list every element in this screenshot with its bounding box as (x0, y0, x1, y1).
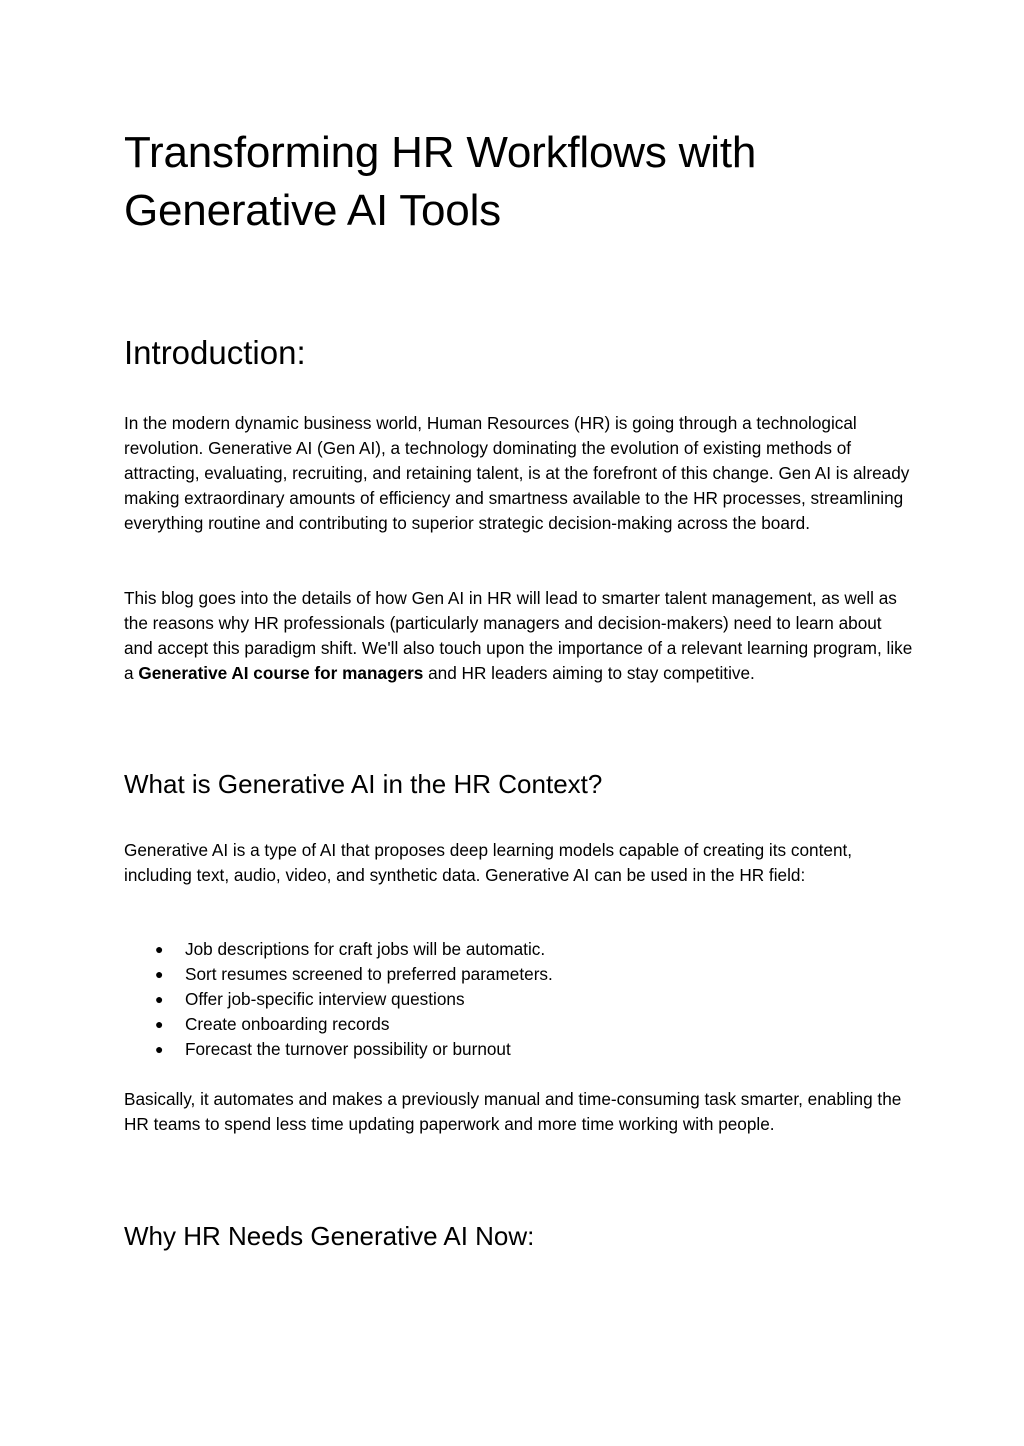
list-item-text: Offer job-specific interview questions (185, 989, 465, 1009)
list-item (124, 1012, 553, 1037)
list-item (124, 987, 553, 1012)
bullet-icon: ● (155, 991, 164, 1007)
what-is-paragraph: Generative AI is a type of AI that proposes deep learning models capable of creating its content, including text, audio, video, and synthetic data. Generative AI can be used in the HR field: (124, 840, 853, 885)
what-is-closing-paragraph: Basically, it automates and makes a previously manual and time-consuming task smarter, enabling the HR teams to spend less time updating paperwork and more time working with people. (124, 1089, 902, 1134)
list-item-text: Job descriptions for craft jobs will be automatic. (185, 939, 546, 959)
document-title: Transforming HR Workflows with Generative AI Tools (124, 128, 757, 235)
paragraph-text: This blog goes into the details of how Gen AI in HR will lead to smarter talent management, as well as the reasons why HR professionals (particularly managers and decision-makers) need to learn about and accept this paradigm shift. We'll also touch upon the importance of a relevant learning program, like a (124, 588, 913, 683)
list-item-text: Create onboarding records (185, 1014, 390, 1034)
bullet-icon: ● (155, 966, 164, 982)
introduction-heading: Introduction: (124, 334, 306, 371)
list-item (124, 962, 553, 987)
list-item-text: Sort resumes screened to preferred parameters. (185, 964, 553, 984)
introduction-paragraph-1: In the modern dynamic business world, Human Resources (HR) is going through a technological revolution. Generative AI (Gen AI), a technology dominating the evolution of existing methods of attracting, evaluating, recruiting, and retaining talent, is at the forefront of this change. Gen AI is already making extraordinary amounts of efficiency and smartness available to the HR processes, streamlining everything routine and contributing to superior strategic decision-making across the board. (124, 413, 910, 533)
introduction-paragraph-2 (124, 586, 914, 686)
what-is-heading: What is Generative AI in the HR Context? (124, 769, 603, 799)
bullet-icon: ● (155, 1041, 164, 1057)
why-now-heading: Why HR Needs Generative AI Now: (124, 1221, 535, 1251)
paragraph-text: and HR leaders aiming to stay competitive. (423, 663, 755, 683)
list-item (124, 937, 553, 962)
list-item (124, 1037, 553, 1062)
hr-uses-list (124, 937, 553, 1062)
bullet-icon: ● (155, 941, 164, 957)
course-emphasis: Generative AI course for managers (138, 663, 424, 683)
list-item-text: Forecast the turnover possibility or burnout (185, 1039, 511, 1059)
bullet-icon: ● (155, 1016, 164, 1032)
